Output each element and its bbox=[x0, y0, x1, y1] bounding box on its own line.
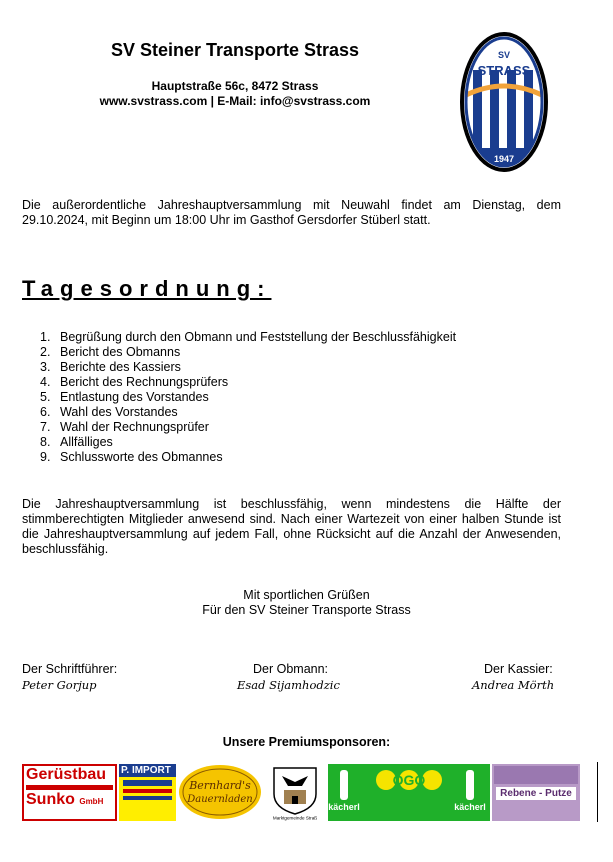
club-logo bbox=[459, 30, 549, 175]
agenda-item: 1. Begrüßung durch den Obmann und Feststellung der Beschlussfähigkeit bbox=[40, 330, 457, 344]
sponsor-text: kächerl bbox=[328, 802, 360, 812]
agenda-item: 5. Entlastung des Vorstandes bbox=[40, 390, 209, 404]
sponsor-text: kächerl bbox=[454, 802, 486, 812]
sponsors-title: Unsere Premiumsponsoren: bbox=[222, 735, 391, 749]
sponsor-text: Gerüstbau bbox=[26, 766, 107, 783]
club-address: Hauptstraße 56c, 8472 Strass bbox=[151, 79, 319, 93]
sponsor-text: OGO bbox=[392, 772, 426, 788]
bottle-icon bbox=[466, 770, 474, 800]
logo-sv-text: SV bbox=[497, 50, 511, 60]
quorum-paragraph: Die Jahreshauptversammlung ist beschlussfähig, wenn mindestens die Hälfte der stimmberechtigten Mitglieder anwesend sind. Nach einer Wartezeit von einer halben Stunde ist die Jahreshauptversammlung auf jedem Fall, ohne Rücksicht auf die Anzahl der Anwesenden, beschlussfähig. bbox=[22, 497, 561, 556]
sponsor-text: P. IMPORT bbox=[119, 764, 176, 777]
sponsor-text: Rebene - Putze bbox=[496, 787, 576, 800]
signature-role-secretary: Der Schriftführer: bbox=[22, 662, 118, 676]
club-title: SV Steiner Transporte Strass bbox=[110, 40, 360, 60]
agenda-item: 3. Berichte des Kassiers bbox=[40, 360, 181, 374]
agenda-list bbox=[40, 330, 456, 465]
signature-role-treasurer: Der Kassier: bbox=[484, 662, 553, 676]
sponsor-text: Dauernladen bbox=[187, 794, 253, 805]
sponsor-logo-bernhards bbox=[178, 764, 262, 821]
agenda-item: 2. Bericht des Obmanns bbox=[40, 345, 181, 359]
sponsor-text: Marktgemeinde Straß bbox=[272, 815, 318, 821]
signature-name-chairman: Esad Sijamhodzic bbox=[237, 678, 340, 692]
signature-role-chairman: Der Obmann: bbox=[253, 662, 329, 676]
agenda-item: 6. Wahl des Vorstandes bbox=[40, 405, 178, 419]
sponsor-logo-marktgemeinde-strass bbox=[268, 764, 322, 821]
agenda-item: 8. Allfälliges bbox=[40, 435, 113, 449]
bottle-icon bbox=[340, 770, 348, 800]
sponsor-text: GmbH bbox=[79, 797, 104, 806]
sponsor-logo-pimport bbox=[119, 764, 176, 821]
signature-name-treasurer: Andrea Mörth bbox=[472, 678, 555, 692]
logo-name-text: STRASS bbox=[477, 63, 531, 78]
signature-name-secretary: Peter Gorjup bbox=[22, 678, 97, 692]
agenda-item: 9. Schlussworte des Obmannes bbox=[40, 450, 223, 464]
sponsor-logo-kaecherl bbox=[328, 764, 490, 821]
greeting-line: Mit sportlichen Grüßen bbox=[243, 588, 370, 602]
greeting-club-line: Für den SV Steiner Transporte Strass bbox=[202, 603, 411, 617]
sponsor-divider bbox=[597, 762, 598, 822]
agenda-item: 4. Bericht des Rechnungsprüfers bbox=[40, 375, 229, 389]
logo-year-text: 1947 bbox=[493, 154, 515, 164]
agenda-item: 7. Wahl der Rechnungsprüfer bbox=[40, 420, 209, 434]
sponsor-logo-rebene-putze bbox=[492, 764, 580, 821]
sponsor-text: Sunko bbox=[26, 791, 75, 808]
intro-paragraph: Die außerordentliche Jahreshauptversammlung mit Neuwahl findet am Dienstag, dem 29.10.2024, mit Beginn um 18:00 Uhr im Gasthof Gersdorfer Stüberl statt. bbox=[22, 198, 561, 227]
agenda-title: Tagesordnung: bbox=[22, 276, 272, 301]
sponsor-logo-sunko bbox=[22, 764, 117, 821]
club-contact: www.svstrass.com | E-Mail: info@svstrass.com bbox=[99, 94, 371, 108]
greeting-block bbox=[0, 588, 613, 618]
sponsor-text: Bernhard's bbox=[189, 779, 251, 792]
club-address-block bbox=[0, 79, 470, 109]
